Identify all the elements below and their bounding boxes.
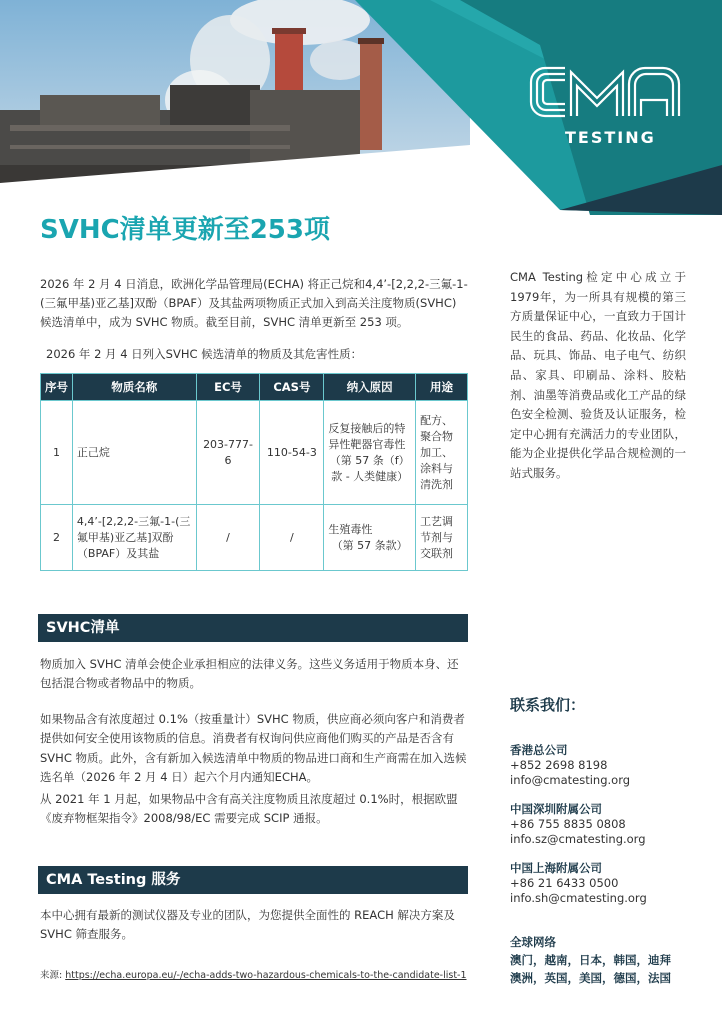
cma-logo: [525, 62, 690, 147]
contact-title: 联系我们：: [510, 696, 586, 714]
reason-note: （第 57 条（f）款 - 人类健康）: [329, 453, 410, 483]
global-line-1: 澳门，越南，日本，韩国，迪拜: [510, 953, 671, 967]
list-intro: 2026 年 2 月 4 日列入SVHC 候选清单的物质及其危害性质：: [46, 347, 363, 361]
row-use: 工艺调节剂与交联剂: [416, 505, 468, 571]
substances-table: [40, 373, 468, 571]
table-row: [41, 505, 468, 571]
office-phone[interactable]: +86 21 6433 0500: [510, 876, 619, 890]
office-phone[interactable]: +852 2698 8198: [510, 758, 608, 772]
logo-subtitle: TESTING: [565, 128, 656, 147]
row-reason: [324, 505, 416, 571]
page-title: SVHC清单更新至253项: [40, 215, 330, 245]
svhc-paragraph-3: 从 2021 年 1 月起，如果物品中含有高关注度物质且浓度超过 0.1%时，根据欧盟《废弃物框架指令》2008/98/EC 需要完成 SCIP 通报。: [40, 792, 458, 826]
row-reason: [324, 401, 416, 505]
office-email[interactable]: info.sz@cmatesting.org: [510, 832, 646, 846]
reason-note: （第 57 条款）: [331, 538, 408, 552]
global-network-title: 全球网络: [510, 935, 556, 949]
section-heading-svhc: SVHC清单: [38, 614, 468, 642]
cma-logo-mark: [525, 62, 685, 124]
header-banner: [0, 0, 722, 215]
row-cas: /: [260, 505, 324, 571]
row-name: 正己烷: [72, 401, 196, 505]
reason-text: 反复接触后的特异性靶器官毒性: [328, 421, 406, 451]
intro-paragraph: 2026 年 2 月 4 日消息，欧洲化学品管理局(ECHA) 将正己烷和4,4’-[2,2,2-三氟-1-(三氟甲基)亚乙基]双酚（BPAF）及其盐两项物质正式加入到高关注度物质(SVHC) 候选清单中，成为 SVHC 物质。截至目前，SVHC 清单更新至 253 项。: [40, 277, 468, 329]
header-ec: EC号: [196, 374, 260, 401]
row-ec: /: [196, 505, 260, 571]
office-email[interactable]: info@cmatesting.org: [510, 773, 631, 787]
header-use: 用途: [416, 374, 468, 401]
office-sz: [510, 802, 700, 847]
office-phone[interactable]: +86 755 8835 0808: [510, 817, 626, 831]
header-cas: CAS号: [260, 374, 324, 401]
row-cas: 110-54-3: [260, 401, 324, 505]
global-line-2: 澳洲，英国，美国，德国，法国: [510, 971, 671, 985]
row-ec: 203-777-6: [196, 401, 260, 505]
table-row: [41, 401, 468, 505]
row-use: 配方、聚合物加工、涂料与清洗剂: [416, 401, 468, 505]
office-name: 中国深圳附属公司: [510, 802, 602, 816]
source-label: 来源:: [40, 970, 66, 981]
row-no: 2: [41, 505, 73, 571]
office-name: 香港总公司: [510, 743, 568, 757]
office-hk: [510, 743, 700, 788]
global-network-list: [510, 951, 690, 987]
section-heading-services: CMA Testing 服务: [38, 866, 468, 894]
office-email[interactable]: info.sh@cmatesting.org: [510, 891, 647, 905]
company-intro: CMA Testing检定中心成立于1979年，为一所具有规模的第三方质量保证中心，一直致力于国计民生的食品、药品、化妆品、化学品、玩具、饰品、电子电气、纺织品、家具、印刷品、涂料、胶粘剂、油墨等消费品或化工产品的绿色安全检测、验货及认证服务，检定中心拥有充满活力的专业团队，能为企业提供化学品合规检测的一站式服务。: [510, 270, 686, 480]
source-line: [40, 967, 467, 981]
source-link[interactable]: https://echa.europa.eu/-/echa-adds-two-hazardous-chemicals-to-the-candidate-list-1: [65, 970, 467, 981]
row-no: 1: [41, 401, 73, 505]
header-reason: 纳入原因: [324, 374, 416, 401]
table-header-row: [41, 374, 468, 401]
header-no: 序号: [41, 374, 73, 401]
services-paragraph: 本中心拥有最新的测试仪器及专业的团队，为您提供全面性的 REACH 解决方案及 SVHC 筛查服务。: [40, 908, 455, 942]
row-name: 4,4’-[2,2,2-三氟-1-(三氟甲基)亚乙基]双酚（BPAF）及其盐: [72, 505, 196, 571]
svhc-paragraph-1: 物质加入 SVHC 清单会使企业承担相应的法律义务。这些义务适用于物质本身、还包括混合物或者物品中的物质。: [40, 657, 459, 691]
office-name: 中国上海附属公司: [510, 861, 602, 875]
reason-text: 生殖毒性: [328, 522, 373, 536]
office-sh: [510, 861, 700, 906]
header-name: 物质名称: [72, 374, 196, 401]
svhc-paragraph-2: 如果物品含有浓度超过 0.1%（按重量计）SVHC 物质，供应商必须向客户和消费者提供如何安全使用该物质的信息。消费者有权询问供应商他们购买的产品是否含有SVHC 物质。此外，含有新加入候选清单中物质的物品进口商和生产商需在加入选候选名单（2026 年 2 月 4 日）起六个月内通知ECHA。: [40, 712, 467, 785]
